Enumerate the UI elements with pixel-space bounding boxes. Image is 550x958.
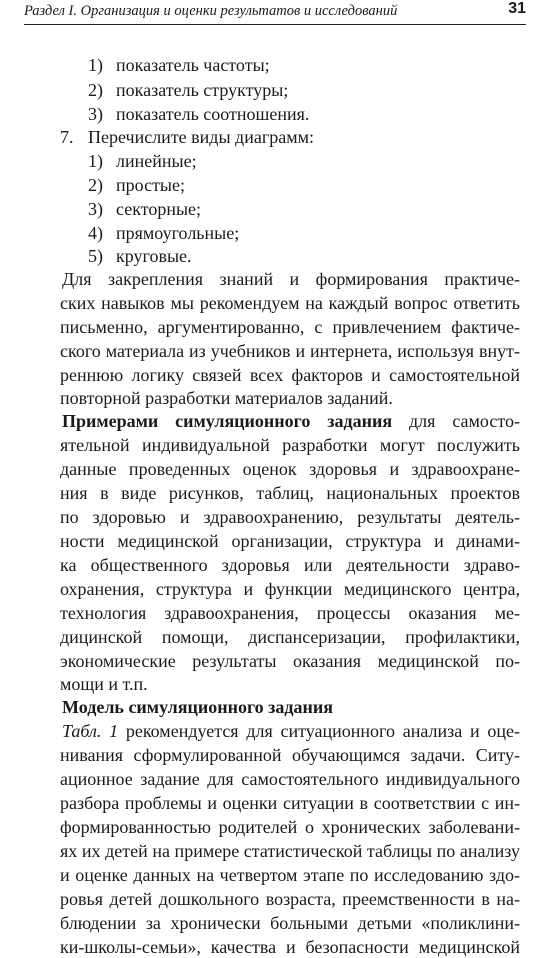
paragraph-line: мощи и т.п. — [60, 674, 148, 694]
paragraph-line: ях их детей на примере статистической таблицы по анализу — [60, 841, 520, 861]
paragraph-line: ности медицинской организации, структура и динами- — [60, 531, 520, 551]
page-number: 31 — [508, 0, 526, 17]
list-item: 2) простые; — [88, 175, 186, 195]
paragraph-line: ационное задание для самостоятельного индивидуального — [60, 769, 520, 789]
paragraph-line: ния в виде рисунков, таблиц, национальных проектов — [60, 483, 520, 503]
paragraph-line: реннюю логику связей всех факторов и самостоятельной — [60, 365, 520, 385]
bold-term: Примерами симуляционного задания — [62, 411, 393, 431]
list-item: 1) линейные; — [88, 151, 197, 171]
list-item: 1) показатель частоты; — [88, 55, 270, 75]
section-heading: Модель симуляционного задания — [62, 697, 333, 717]
paragraph-line: данные проведенных оценок здоровья и здравоохране- — [60, 459, 520, 479]
paragraph-line: повторной разработки материалов заданий. — [60, 388, 393, 408]
running-title: Раздел I. Организация и оценки результатов и исследований — [24, 3, 398, 19]
list-item: 4) прямоугольные; — [88, 223, 240, 243]
paragraph-line: ских навыков мы рекомендуем на каждый вопрос ответить — [60, 293, 520, 313]
paragraph-line: ятельной индивидуальной разработки могут послужить — [60, 435, 520, 455]
list-item: 7. Перечислите виды диаграмм: — [60, 127, 314, 147]
list-item: 3) секторные; — [88, 199, 202, 219]
paragraph-line: Для закрепления знаний и формирования практиче- — [62, 269, 520, 289]
list-item: 5) круговые. — [88, 246, 192, 266]
running-header — [24, 0, 526, 25]
paragraph-line: по здоровью и здравоохранению, результаты деятель- — [60, 507, 520, 527]
paragraph-line: Табл. 1 рекомендуется для ситуационного анализа и оце- — [62, 721, 520, 741]
paragraph-line: ка общественного здоровья или деятельности здраво- — [60, 555, 520, 575]
list-item: 3) показатель соотношения. — [88, 104, 310, 124]
paragraph-line: технология здравоохранения, процессы оказания ме- — [60, 603, 520, 623]
paragraph-line: ровья детей дошкольного возраста, преемственности в на- — [60, 889, 520, 909]
paragraph-line: дицинской помощи, диспансеризации, профилактики, — [60, 627, 520, 647]
paragraph-line: формированностью родителей о хронических заболевани- — [60, 817, 520, 837]
paragraph-line: ки-школы-семьи», качества и безопасности медицинской — [60, 937, 520, 957]
paragraph-line: охранения, структура и функции медицинского центра, — [60, 579, 520, 599]
paragraph-line: письменно, аргументированно, с привлечением фактиче- — [60, 317, 520, 337]
paragraph-line: и оценке данных на четвертом этапе по исследованию здо- — [60, 865, 520, 885]
paragraph-line: Примерами симуляционного задания для самосто- — [62, 411, 520, 431]
paragraph-line: блюдении за хронически больными детьми «поликлини- — [60, 913, 520, 933]
paragraph-line: нивания сформулированной обучающимся задачи. Ситу- — [60, 745, 520, 765]
paragraph-line: разбора проблемы и оценки ситуации в соответствии с ин- — [60, 793, 520, 813]
paragraph-line: экономические результаты оказания медицинской по- — [60, 651, 520, 671]
paragraph-line: ского материала из учебников и интернета, используя внут- — [60, 341, 520, 361]
table-reference: Табл. 1 — [62, 721, 119, 741]
list-item: 2) показатель структуры; — [88, 80, 289, 100]
